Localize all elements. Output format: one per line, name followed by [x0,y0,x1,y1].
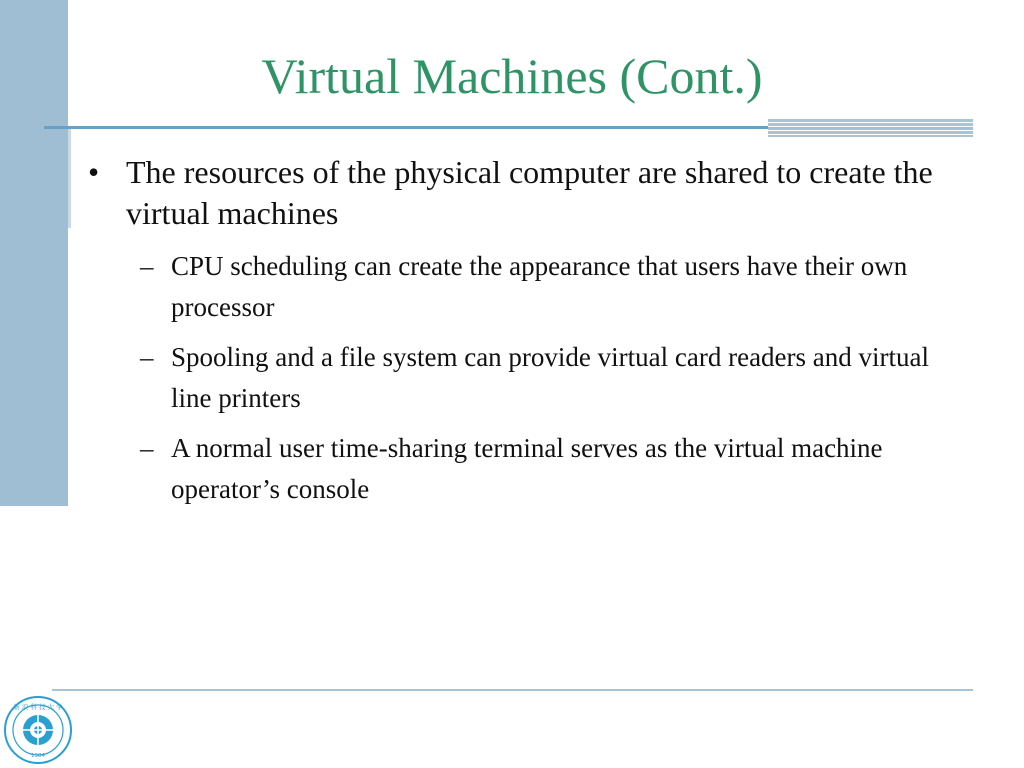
bullet-marker: • [88,154,100,190]
left-divider-line [68,128,71,228]
sub-bullet-item [88,428,968,510]
university-seal-icon [3,695,73,765]
sub-bullet-marker: – [140,251,154,281]
logo-year-text: 1984 [31,753,45,759]
sub-bullet-text: CPU scheduling can create the appearance that users have their own processor [171,251,908,322]
slide-content [88,152,968,519]
sub-bullet-text: Spooling and a file system can provide virtual card readers and virtual line printers [171,342,930,413]
logo-top-text: 新 浪 科 技 大 学 [13,703,63,711]
bullet-item [88,152,968,234]
slide-title: Virtual Machines (Cont.) [261,48,763,104]
sub-bullet-marker: – [140,433,154,463]
title-rule-accent [768,119,973,137]
sub-bullet-item [88,337,968,419]
bullet-text: The resources of the physical computer are shared to create the virtual machines [126,154,933,231]
sub-bullet-text: A normal user time-sharing terminal serves as the virtual machine operator’s console [171,433,883,504]
footer-rule [52,689,973,691]
sub-bullet-marker: – [140,342,154,372]
sub-bullet-item [88,246,968,328]
